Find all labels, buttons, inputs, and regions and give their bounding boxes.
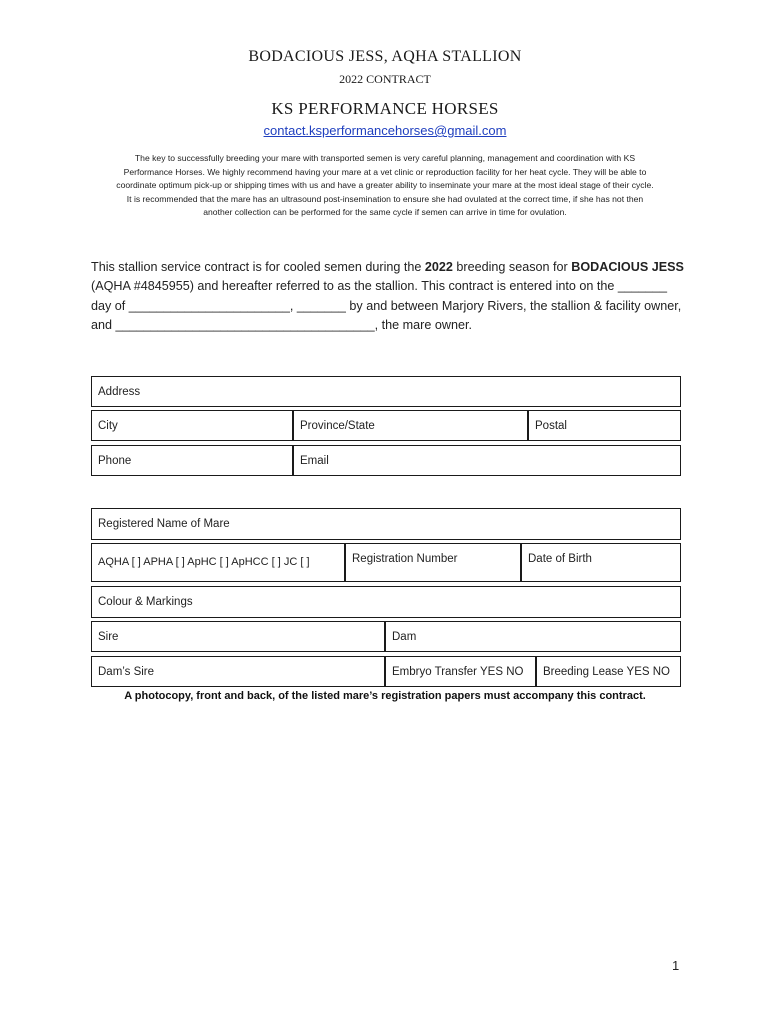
date-of-birth-label: Date of Birth bbox=[528, 553, 592, 565]
company-name: KS PERFORMANCE HORSES bbox=[271, 99, 499, 118]
embryo-transfer-field[interactable] bbox=[385, 656, 536, 687]
phone-label: Phone bbox=[98, 455, 132, 467]
email-field[interactable] bbox=[293, 445, 681, 476]
dam-label: Dam bbox=[392, 631, 417, 643]
intro-line: It is recommended that the mare has an ultrasound post-insemination to ensure she had ovulated at the correct time, if she has not then bbox=[126, 193, 644, 204]
dams-sire-label: Dam’s Sire bbox=[98, 666, 155, 678]
province-field[interactable] bbox=[293, 410, 528, 441]
breeding-lease-field[interactable] bbox=[536, 656, 681, 687]
embryo-transfer-label: Embryo Transfer YES NO bbox=[392, 666, 524, 678]
contract-line: and _____________________________________, the mare owner. bbox=[91, 317, 472, 332]
postal-field[interactable] bbox=[528, 410, 681, 441]
postal-label: Postal bbox=[535, 420, 567, 432]
contract-text: breeding season for bbox=[452, 260, 572, 274]
contact-email-link[interactable]: contact.ksperformancehorses@gmail.com bbox=[263, 123, 507, 138]
contract-line: (AQHA #4845955) and hereafter referred to as the stallion. This contract is entered into on the _______ bbox=[91, 279, 667, 294]
colour-markings-field[interactable] bbox=[91, 586, 681, 618]
registration-row bbox=[91, 543, 681, 582]
registry-label: AQHA [ ] APHA [ ] ApHC [ ] ApHCC [ ] JC [ ] bbox=[98, 556, 310, 568]
phone-field[interactable] bbox=[91, 445, 293, 476]
email-label: Email bbox=[300, 455, 329, 467]
sire-label: Sire bbox=[98, 631, 119, 643]
address-field[interactable] bbox=[91, 376, 681, 407]
contact-row bbox=[91, 445, 681, 476]
registration-number-field[interactable] bbox=[345, 543, 521, 582]
city-label: City bbox=[98, 420, 118, 432]
registry-checkboxes[interactable] bbox=[91, 543, 345, 582]
registration-papers-notice: A photocopy, front and back, of the listed mare’s registration papers must accompany this contract. bbox=[124, 690, 646, 702]
breeding-lease-label: Breeding Lease YES NO bbox=[543, 666, 671, 678]
document-subtitle: 2022 CONTRACT bbox=[339, 72, 431, 86]
city-row bbox=[91, 410, 681, 441]
city-field[interactable] bbox=[91, 410, 293, 441]
registered-name-label: Registered Name of Mare bbox=[98, 518, 230, 530]
document-title: BODACIOUS JESS, AQHA STALLION bbox=[248, 48, 522, 65]
intro-paragraph bbox=[88, 152, 682, 220]
contract-year: 2022 bbox=[424, 260, 453, 274]
intro-line: another collection can be performed for the same cycle if semen can arrive in time for ovulation. bbox=[203, 207, 567, 218]
date-of-birth-field[interactable] bbox=[521, 543, 681, 582]
contract-line: day of _______________________, _______ by and between Marjory Rivers, the stallion & facility owner, bbox=[91, 298, 682, 313]
province-label: Province/State bbox=[300, 420, 375, 432]
colour-markings-label: Colour & Markings bbox=[98, 596, 193, 608]
intro-line: coordinate optimum pick-up or shipping times with us and have a greater ability to inseminate your mare at the most ideal stage of their cycle. bbox=[116, 180, 654, 191]
dams-sire-field[interactable] bbox=[91, 656, 385, 687]
sire-field[interactable] bbox=[91, 621, 385, 652]
dams-sire-row bbox=[91, 656, 681, 687]
registration-number-label: Registration Number bbox=[352, 553, 458, 565]
stallion-name: BODACIOUS JESS bbox=[571, 260, 684, 274]
page-number: 1 bbox=[672, 958, 680, 973]
dam-field[interactable] bbox=[385, 621, 681, 652]
intro-line: The key to successfully breeding your mare with transported semen is very careful planning, management and coordination with KS bbox=[134, 153, 636, 163]
contract-text: This stallion service contract is for cooled semen during the bbox=[91, 260, 425, 274]
intro-line: Performance Horses. We highly recommend having your mare at a vet clinic or reproduction facility for her heat cycle. They will be able to bbox=[123, 166, 647, 177]
parentage-row bbox=[91, 621, 681, 652]
registered-name-field[interactable] bbox=[91, 508, 681, 540]
contract-paragraph bbox=[91, 258, 691, 335]
address-label: Address bbox=[98, 386, 141, 398]
contract-line bbox=[91, 258, 691, 277]
